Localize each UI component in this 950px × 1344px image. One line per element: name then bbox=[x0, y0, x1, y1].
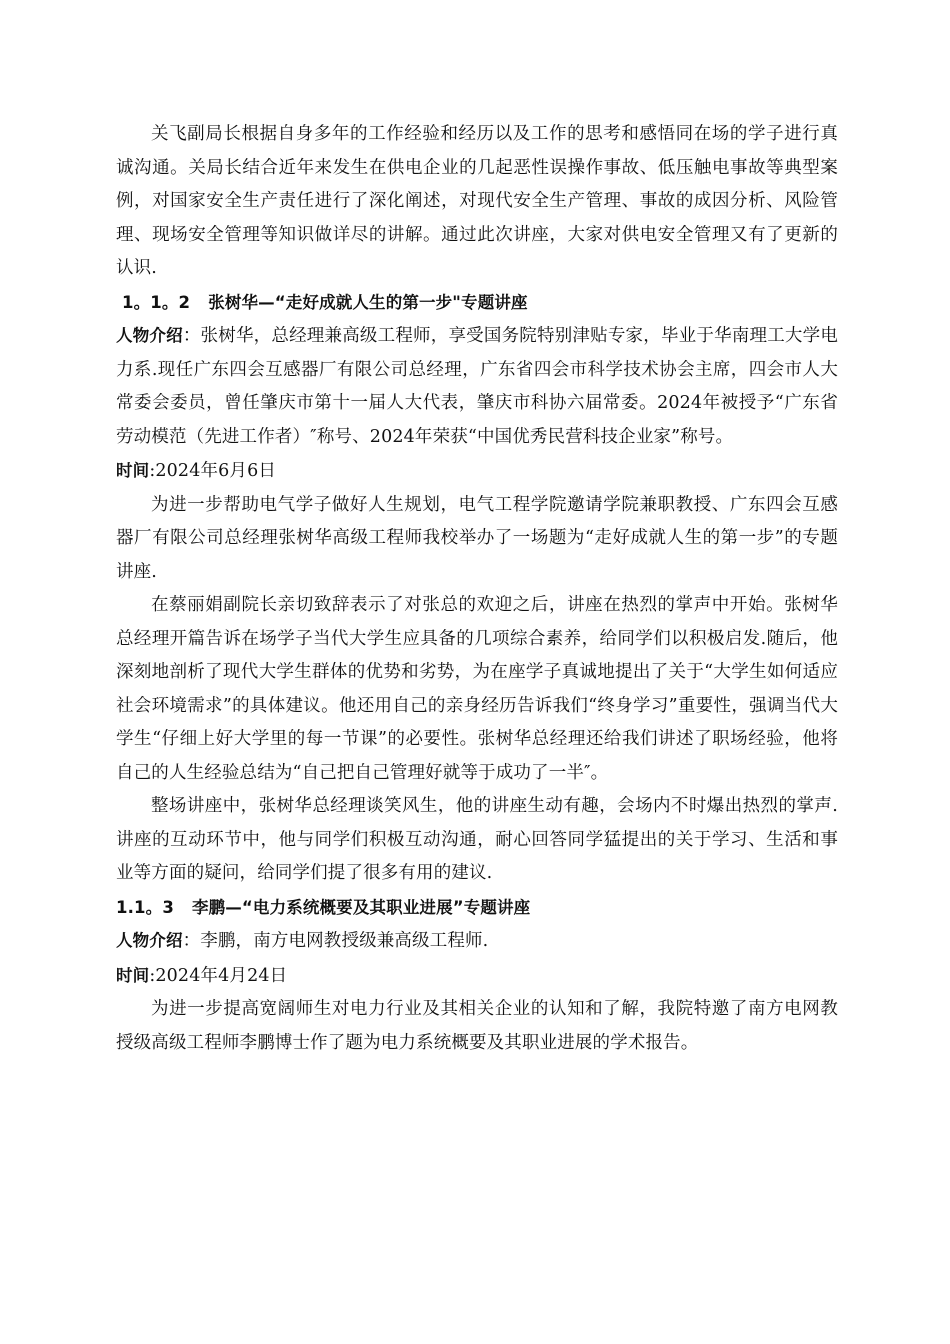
body-paragraph: 为进一步提高宽阔师生对电力行业及其相关企业的认知和了解，我院特邀了南方电网教授级高级工程师李鹏博士作了题为电力系统概要及其职业进展的学术报告。 bbox=[116, 999, 838, 1053]
time-text: :2024年6月6日 bbox=[149, 461, 277, 481]
profile-text: ：张树华，总经理兼高级工程师，享受国务院特别津贴专家，毕业于华南理工大学电力系.现任广东四会互感器厂有限公司总经理，广东省四会市科学技术协会主席，四会市人大常委会委员，曾任肇庆市第十一届人大代表，肇庆市科协六届常委。2024年被授予“广东省劳动模范（先进工作者）″称号、2024年荣获“中国优秀民营科技企业家”称号。 bbox=[116, 326, 838, 447]
section-heading-1-1-3 bbox=[116, 891, 838, 925]
time-line bbox=[116, 454, 838, 489]
body-paragraph: 为进一步帮助电气学子做好人生规划，电气工程学院邀请学院兼职教授、广东四会互感器厂有限公司总经理张树华高级工程师我校举办了一场题为“走好成就人生的第一步”的专题讲座. bbox=[116, 494, 838, 582]
document-body bbox=[116, 118, 838, 1060]
section-title: 张树华—“走好成就人生的第一步"专题讲座 bbox=[208, 292, 528, 312]
body-paragraph: 整场讲座中，张树华总经理谈笑风生，他的讲座生动有趣，会场内不时爆出热烈的掌声.讲座的互动环节中，他与同学们积极互动沟通，耐心回答同学猛提出的关于学习、生活和事业等方面的疑问，给同学们提了很多有用的建议. bbox=[116, 796, 838, 883]
profile-label: 人物介绍 bbox=[116, 931, 183, 950]
time-line bbox=[116, 959, 838, 994]
time-text: :2024年4月24日 bbox=[149, 965, 288, 986]
profile-line bbox=[116, 924, 838, 959]
profile-label: 人物介绍 bbox=[116, 326, 183, 345]
time-label: 时间 bbox=[116, 965, 150, 985]
intro-paragraph: 关飞副局长根据自身多年的工作经验和经历以及工作的思考和感悟同在场的学子进行真诚沟通。关局长结合近年来发生在供电企业的几起恶性误操作事故、低压触电事故等典型案例，对国家安全生产责任进行了深化阐述，对现代安全生产管理、事故的成因分析、风险管理、现场安全管理等知识做详尽的讲解。通过此次讲座，大家对供电安全管理又有了更新的认识. bbox=[116, 124, 838, 278]
profile-text: ：李鹏，南方电网教授级兼高级工程师. bbox=[182, 931, 489, 951]
section-title: 李鹏—“电力系统概要及其职业进展”专题讲座 bbox=[191, 897, 531, 917]
profile-line bbox=[116, 319, 838, 454]
body-paragraph: 在蔡丽娟副院长亲切致辞表示了对张总的欢迎之后，讲座在热烈的掌声中开始。张树华总经理开篇告诉在场学子当代大学生应具备的几项综合素养，给同学们以积极启发.随后，他深刻地剖析了现代大学生群体的优势和劣势，为在座学子真诚地提出了关于“大学生如何适应社会环境需求”的具体建议。他还用自己的亲身经历告诉我们“终身学习”重要性，强调当代大学生“仔细上好大学里的每一节课”的必要性。张树华总经理还给我们讲述了职场经验，他将自己的人生经验总结为“自己把自己管理好就等于成功了一半″。 bbox=[116, 595, 838, 783]
section-number: 1。1。2 bbox=[122, 292, 191, 312]
section-heading-1-1-2 bbox=[116, 286, 838, 320]
time-label: 时间 bbox=[116, 461, 150, 480]
section-number: 1.1。3 bbox=[116, 897, 174, 917]
